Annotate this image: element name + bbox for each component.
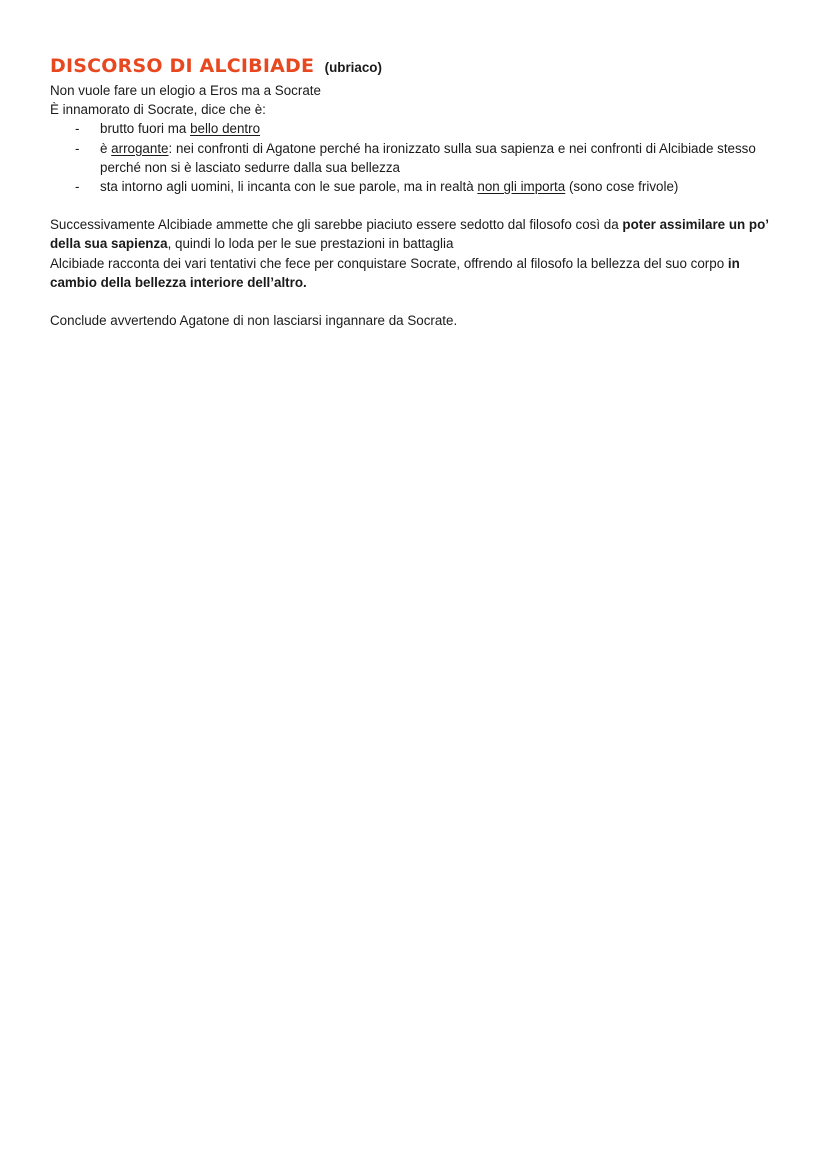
paragraph-text: , quindi lo loda per le sue prestazioni in battaglia xyxy=(167,236,454,252)
intro-line: È innamorato di Socrate, dice che è: xyxy=(50,102,266,118)
document-page xyxy=(50,50,780,330)
underlined-text: bello dentro xyxy=(190,121,261,137)
list-item-text: (sono cose frivole) xyxy=(565,179,679,195)
paragraph xyxy=(50,215,780,253)
page-title: DISCORSO DI ALCIBIADE xyxy=(50,55,315,77)
underlined-text: non gli importa xyxy=(477,179,566,195)
list-item xyxy=(50,177,780,196)
paragraph xyxy=(50,254,780,292)
trait-list xyxy=(50,119,780,196)
list-dash: - xyxy=(75,140,80,156)
bold-text: poter assimilare un po’ della sua sapienza xyxy=(50,217,769,252)
list-dash: - xyxy=(75,179,80,195)
spacer xyxy=(50,196,780,215)
list-item-text: è xyxy=(100,140,112,156)
spacer xyxy=(50,292,780,311)
paragraph-text: Alcibiade racconta dei vari tentativi che fece per conquistare Socrate, offrendo al filosofo la bellezza del suo corpo xyxy=(50,255,728,271)
heading xyxy=(50,50,780,81)
list-item-text: sta intorno agli uomini, li incanta con le sue parole, ma in realtà xyxy=(100,179,478,195)
underlined-text: arrogante xyxy=(111,140,169,156)
paragraph-text: Successivamente Alcibiade ammette che gli sarebbe piaciuto essere sedotto dal filosofo così da xyxy=(50,217,623,233)
list-item xyxy=(50,119,780,138)
title-note: (ubriaco) xyxy=(324,60,382,75)
list-dash: - xyxy=(75,121,80,137)
list-item-text: brutto fuori ma xyxy=(100,121,191,137)
intro-line: Non vuole fare un elogio a Eros ma a Socrate xyxy=(50,83,321,98)
conclusion-paragraph: Conclude avvertendo Agatone di non lasciarsi ingannare da Socrate. xyxy=(50,313,458,329)
list-item xyxy=(50,139,780,177)
bold-text: in cambio della bellezza interiore dell’altro. xyxy=(50,255,740,290)
list-item-text: : nei confronti di Agatone perché ha ironizzato sulla sua sapienza e nei confronti di Alcibiade stesso perché non si è lasciato sedurre dalla sua bellezza xyxy=(100,140,756,175)
